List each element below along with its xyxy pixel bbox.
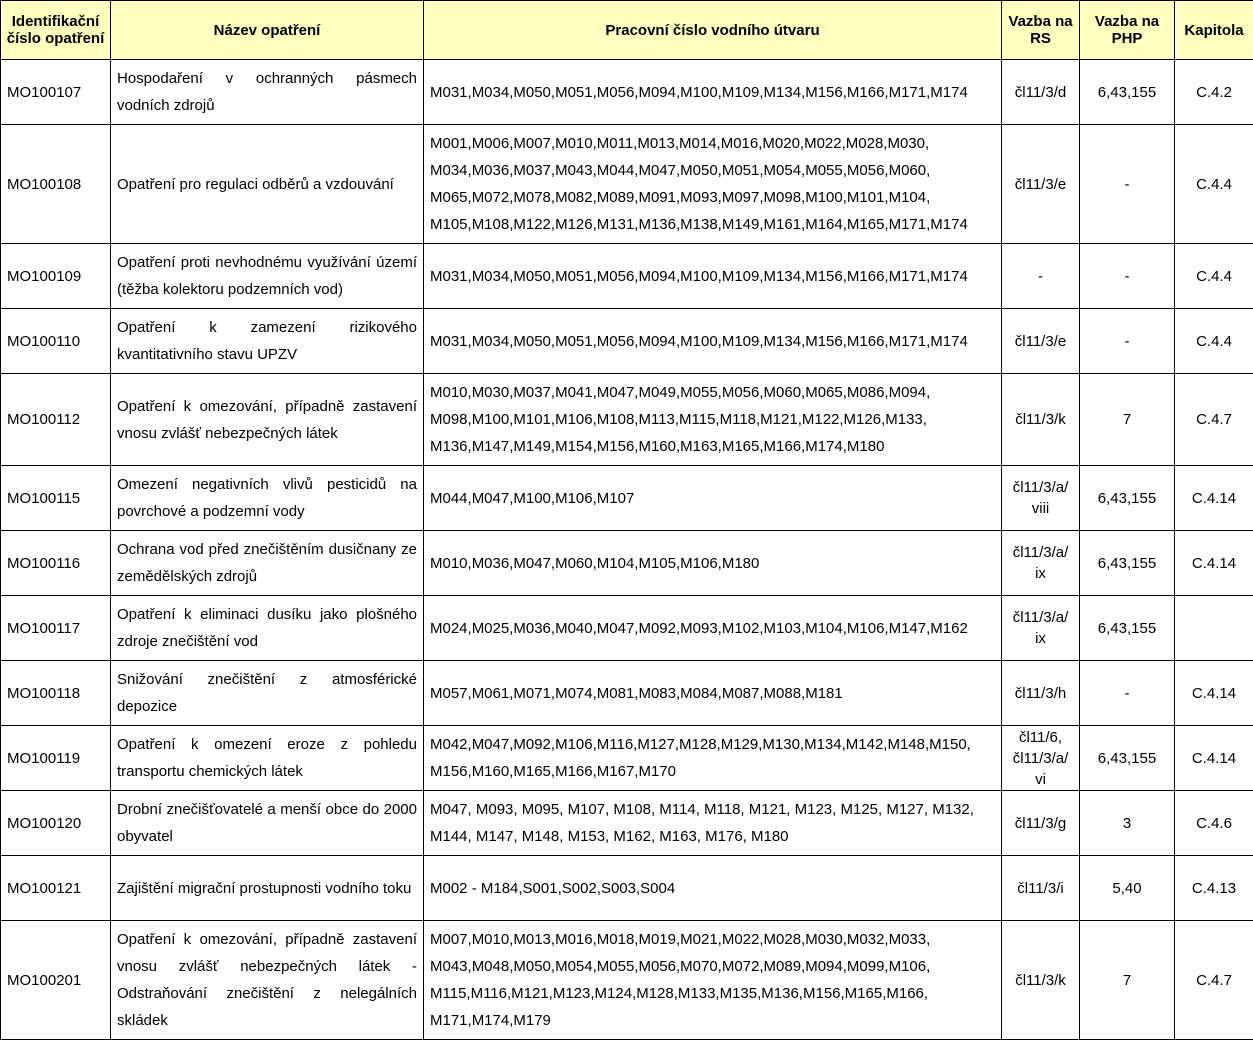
measure-name-cell: Drobní znečišťovatelé a menší obce do 2000 obyvatel: [111, 791, 424, 856]
php-link-cell: 6,43,155: [1080, 726, 1175, 791]
php-link-cell: -: [1080, 244, 1175, 309]
rs-link-cell: čl11/3/i: [1002, 856, 1080, 921]
rs-link-cell: čl11/6, čl11/3/a/ vi: [1002, 726, 1080, 791]
measure-name-cell: Snižování znečištění z atmosférické depozice: [111, 661, 424, 726]
table-row: [1, 921, 1253, 1040]
measure-id-cell: MO100108: [1, 125, 111, 244]
measure-name-cell: Opatření k omezování, případně zastavení vnosu zvlášť nebezpečných látek - Odstraňování znečištění z nelegálních skládek: [111, 921, 424, 1040]
php-link-cell: -: [1080, 125, 1175, 244]
water-body-codes-cell: M044,M047,M100,M106,M107: [424, 466, 1002, 531]
measure-id-cell: MO100116: [1, 531, 111, 596]
water-body-codes-cell: M002 - M184,S001,S002,S003,S004: [424, 856, 1002, 921]
chapter-cell: C.4.14: [1175, 661, 1253, 726]
table-row: [1, 531, 1253, 596]
php-link-cell: -: [1080, 661, 1175, 726]
measure-id-cell: MO100107: [1, 60, 111, 125]
rs-link-cell: čl11/3/e: [1002, 125, 1080, 244]
water-body-codes-cell: M010,M030,M037,M041,M047,M049,M055,M056,M060,M065,M086,M094, M098,M100,M101,M106,M108,M113,M115,M118,M121,M122,M126,M133, M136,M147,M149,M154,M156,M160,M163,M165,M166,M174,M180: [424, 374, 1002, 466]
table-row: [1, 466, 1253, 531]
php-link-cell: 5,40: [1080, 856, 1175, 921]
measure-id-cell: MO100115: [1, 466, 111, 531]
water-body-codes-cell: M031,M034,M050,M051,M056,M094,M100,M109,M134,M156,M166,M171,M174: [424, 309, 1002, 374]
php-link-cell: -: [1080, 309, 1175, 374]
rs-link-cell: čl11/3/e: [1002, 309, 1080, 374]
column-header-php: Vazba na PHP: [1080, 1, 1175, 60]
measure-id-cell: MO100201: [1, 921, 111, 1040]
measure-id-cell: MO100121: [1, 856, 111, 921]
php-link-cell: 3: [1080, 791, 1175, 856]
measure-name-cell: Opatření k zamezení rizikového kvantitativního stavu UPZV: [111, 309, 424, 374]
measure-id-cell: MO100109: [1, 244, 111, 309]
rs-link-cell: čl11/3/a/ ix: [1002, 596, 1080, 661]
water-body-codes-cell: M042,M047,M092,M106,M116,M127,M128,M129,M130,M134,M142,M148,M150, M156,M160,M165,M166,M167,M170: [424, 726, 1002, 791]
water-body-codes-cell: M001,M006,M007,M010,M011,M013,M014,M016,M020,M022,M028,M030, M034,M036,M037,M043,M044,M047,M050,M051,M054,M055,M056,M060, M065,M072,M078,M082,M089,M091,M093,M097,M098,M100,M101,M104, M105,M108,M122,M126,M131,M136,M138,M149,M161,M164,M165,M171,M174: [424, 125, 1002, 244]
measure-name-cell: Opatření pro regulaci odběrů a vzdouvání: [111, 125, 424, 244]
rs-link-cell: čl11/3/d: [1002, 60, 1080, 125]
measure-id-cell: MO100119: [1, 726, 111, 791]
water-body-codes-cell: M007,M010,M013,M016,M018,M019,M021,M022,M028,M030,M032,M033, M043,M048,M050,M054,M055,M056,M070,M072,M089,M094,M099,M106, M115,M116,M121,M123,M124,M128,M133,M135,M136,M156,M165,M166, M171,M174,M179: [424, 921, 1002, 1040]
water-body-codes-cell: M031,M034,M050,M051,M056,M094,M100,M109,M134,M156,M166,M171,M174: [424, 60, 1002, 125]
rs-link-cell: čl11/3/h: [1002, 661, 1080, 726]
table-row: [1, 60, 1253, 125]
measure-name-cell: Hospodaření v ochranných pásmech vodních zdrojů: [111, 60, 424, 125]
water-body-codes-cell: M057,M061,M071,M074,M081,M083,M084,M087,M088,M181: [424, 661, 1002, 726]
table-row: [1, 726, 1253, 791]
water-body-codes-cell: M031,M034,M050,M051,M056,M094,M100,M109,M134,M156,M166,M171,M174: [424, 244, 1002, 309]
measure-name-cell: Zajištění migrační prostupnosti vodního toku: [111, 856, 424, 921]
column-header-name: Název opatření: [111, 1, 424, 60]
chapter-cell: C.4.2: [1175, 60, 1253, 125]
measure-name-cell: Omezení negativních vlivů pesticidů na povrchové a podzemní vody: [111, 466, 424, 531]
chapter-cell: C.4.7: [1175, 374, 1253, 466]
chapter-cell: C.4.14: [1175, 531, 1253, 596]
php-link-cell: 6,43,155: [1080, 466, 1175, 531]
chapter-cell: C.4.13: [1175, 856, 1253, 921]
column-header-chapter: Kapitola: [1175, 1, 1253, 60]
table-row: [1, 374, 1253, 466]
php-link-cell: 6,43,155: [1080, 531, 1175, 596]
table-row: [1, 856, 1253, 921]
php-link-cell: 7: [1080, 374, 1175, 466]
header-row: [1, 1, 1253, 60]
php-link-cell: 6,43,155: [1080, 60, 1175, 125]
rs-link-cell: čl11/3/a/ viii: [1002, 466, 1080, 531]
measure-name-cell: Opatření k omezení eroze z pohledu transportu chemických látek: [111, 726, 424, 791]
water-body-codes-cell: M024,M025,M036,M040,M047,M092,M093,M102,M103,M104,M106,M147,M162: [424, 596, 1002, 661]
rs-link-cell: -: [1002, 244, 1080, 309]
chapter-cell: [1175, 596, 1253, 661]
measure-name-cell: Opatření proti nevhodnému využívání území (těžba kolektoru podzemních vod): [111, 244, 424, 309]
measure-id-cell: MO100118: [1, 661, 111, 726]
php-link-cell: 6,43,155: [1080, 596, 1175, 661]
table-row: [1, 125, 1253, 244]
php-link-cell: 7: [1080, 921, 1175, 1040]
measure-id-cell: MO100112: [1, 374, 111, 466]
chapter-cell: C.4.7: [1175, 921, 1253, 1040]
rs-link-cell: čl11/3/a/ ix: [1002, 531, 1080, 596]
water-body-codes-cell: M010,M036,M047,M060,M104,M105,M106,M180: [424, 531, 1002, 596]
measure-id-cell: MO100117: [1, 596, 111, 661]
rs-link-cell: čl11/3/k: [1002, 374, 1080, 466]
table-row: [1, 309, 1253, 374]
measure-name-cell: Opatření k omezování, případně zastavení vnosu zvlášť nebezpečných látek: [111, 374, 424, 466]
column-header-water-body: Pracovní číslo vodního útvaru: [424, 1, 1002, 60]
table-row: [1, 661, 1253, 726]
chapter-cell: C.4.4: [1175, 244, 1253, 309]
chapter-cell: C.4.14: [1175, 466, 1253, 531]
table-row: [1, 596, 1253, 661]
measure-name-cell: Ochrana vod před znečištěním dusičnany ze zemědělských zdrojů: [111, 531, 424, 596]
measure-name-cell: Opatření k eliminaci dusíku jako plošného zdroje znečištění vod: [111, 596, 424, 661]
water-body-codes-cell: M047, M093, M095, M107, M108, M114, M118, M121, M123, M125, M127, M132, M144, M147, M148, M153, M162, M163, M176, M180: [424, 791, 1002, 856]
rs-link-cell: čl11/3/k: [1002, 921, 1080, 1040]
measure-id-cell: MO100110: [1, 309, 111, 374]
column-header-id: Identifikační číslo opatření: [1, 1, 111, 60]
column-header-rs: Vazba na RS: [1002, 1, 1080, 60]
chapter-cell: C.4.14: [1175, 726, 1253, 791]
measure-id-cell: MO100120: [1, 791, 111, 856]
chapter-cell: C.4.4: [1175, 125, 1253, 244]
table-row: [1, 244, 1253, 309]
table-row: [1, 791, 1253, 856]
chapter-cell: C.4.6: [1175, 791, 1253, 856]
rs-link-cell: čl11/3/g: [1002, 791, 1080, 856]
chapter-cell: C.4.4: [1175, 309, 1253, 374]
